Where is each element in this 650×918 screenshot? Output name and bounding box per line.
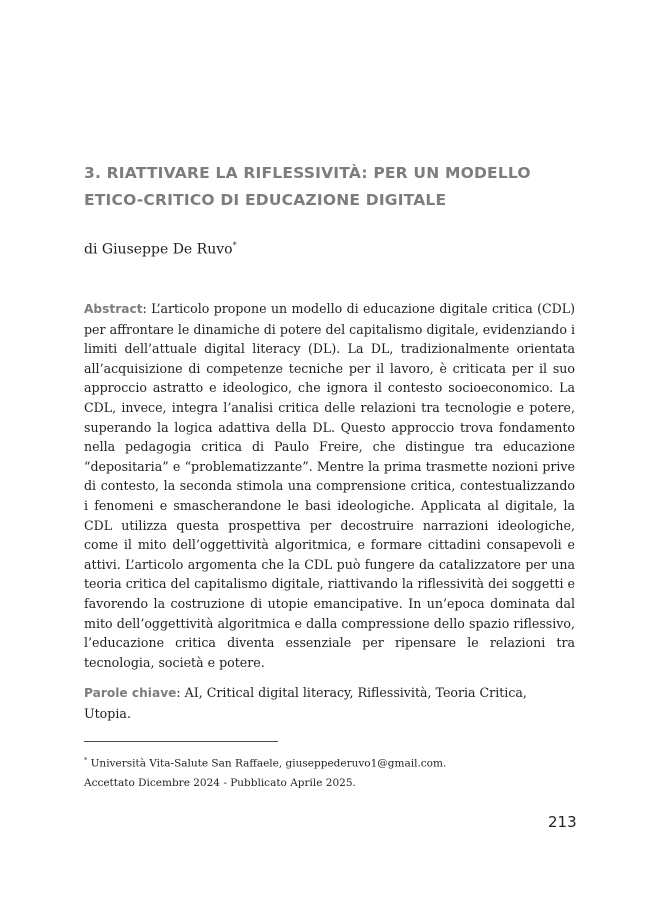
abstract-label: Abstract — [84, 302, 143, 316]
footnotes — [84, 751, 575, 793]
chapter-title: 3. RIATTIVARE LA RIFLESSIVITÀ: PER UN MODELLO ETICO-CRITICO DI EDUCAZIONE DIGITALE — [84, 164, 531, 209]
publication-dates: Accettato Dicembre 2024 - Pubblicato Aprile 2025. — [84, 776, 356, 789]
author-byline — [84, 236, 237, 260]
keywords-text: AI, Critical digital literacy, Riflessività, Teoria Critica, Utopia. — [84, 685, 527, 721]
abstract-separator: : — [142, 301, 147, 316]
keywords-separator: : — [176, 685, 181, 700]
keywords-label: Parole chiave — [84, 686, 177, 700]
footnote-marker[interactable]: * — [232, 241, 237, 250]
affiliation-marker: * — [84, 756, 88, 764]
author-name: di Giuseppe De Ruvo — [84, 241, 233, 258]
abstract-text: L’articolo propone un modello di educazione digitale critica (CDL) per affrontare le dinamiche di potere del capitalismo digitale, evidenziando i limiti dell’attuale digital literacy (DL). La DL, tradizionalmente orientata all’acquisizione di competenze tecniche per il lavoro, è criticata per il suo approccio astratto e ideologico, che ignora il contesto socioeconomico. La CDL, invece, integra l’analisi critica delle relazioni tra tecnologie e potere, superando la logica adattiva della DL. Questo approccio trova fondamento nella pedagogia critica di Paulo Freire, che distingue tra educazione “depositaria” e “problematizzante”. Mentre la prima trasmette nozioni prive di contesto, la seconda stimola una comprensione critica, contestualizzando i fenomeni e smascherandone le basi ideologiche. Applicata al digitale, la CDL utilizza questa prospettiva per decostruire narrazioni ideologiche, come il mito dell’oggettività algoritmica, e formare cittadini consapevoli e attivi. L’articolo argomenta che la CDL può fungere da catalizzatore per una teoria critica del capitalismo digitale, riattivando la riflessività dei soggetti e favorendo la costruzione di utopie emancipative. In un’epoca dominata dal mito dell’oggettività algoritmica e dalla compressione dello spazio riflessivo, l’educazione critica diventa essenziale per ripensare le relazioni tra tecnologia, società e potere. — [84, 301, 575, 670]
page-number: 213 — [548, 813, 577, 831]
affiliation-footnote — [84, 751, 575, 774]
keywords-paragraph — [84, 683, 575, 723]
footnote-divider — [84, 741, 278, 742]
abstract-paragraph — [84, 299, 575, 672]
affiliation-text: Università Vita-Salute San Raffaele, giuseppederuvo1@gmail.com. — [87, 757, 447, 770]
